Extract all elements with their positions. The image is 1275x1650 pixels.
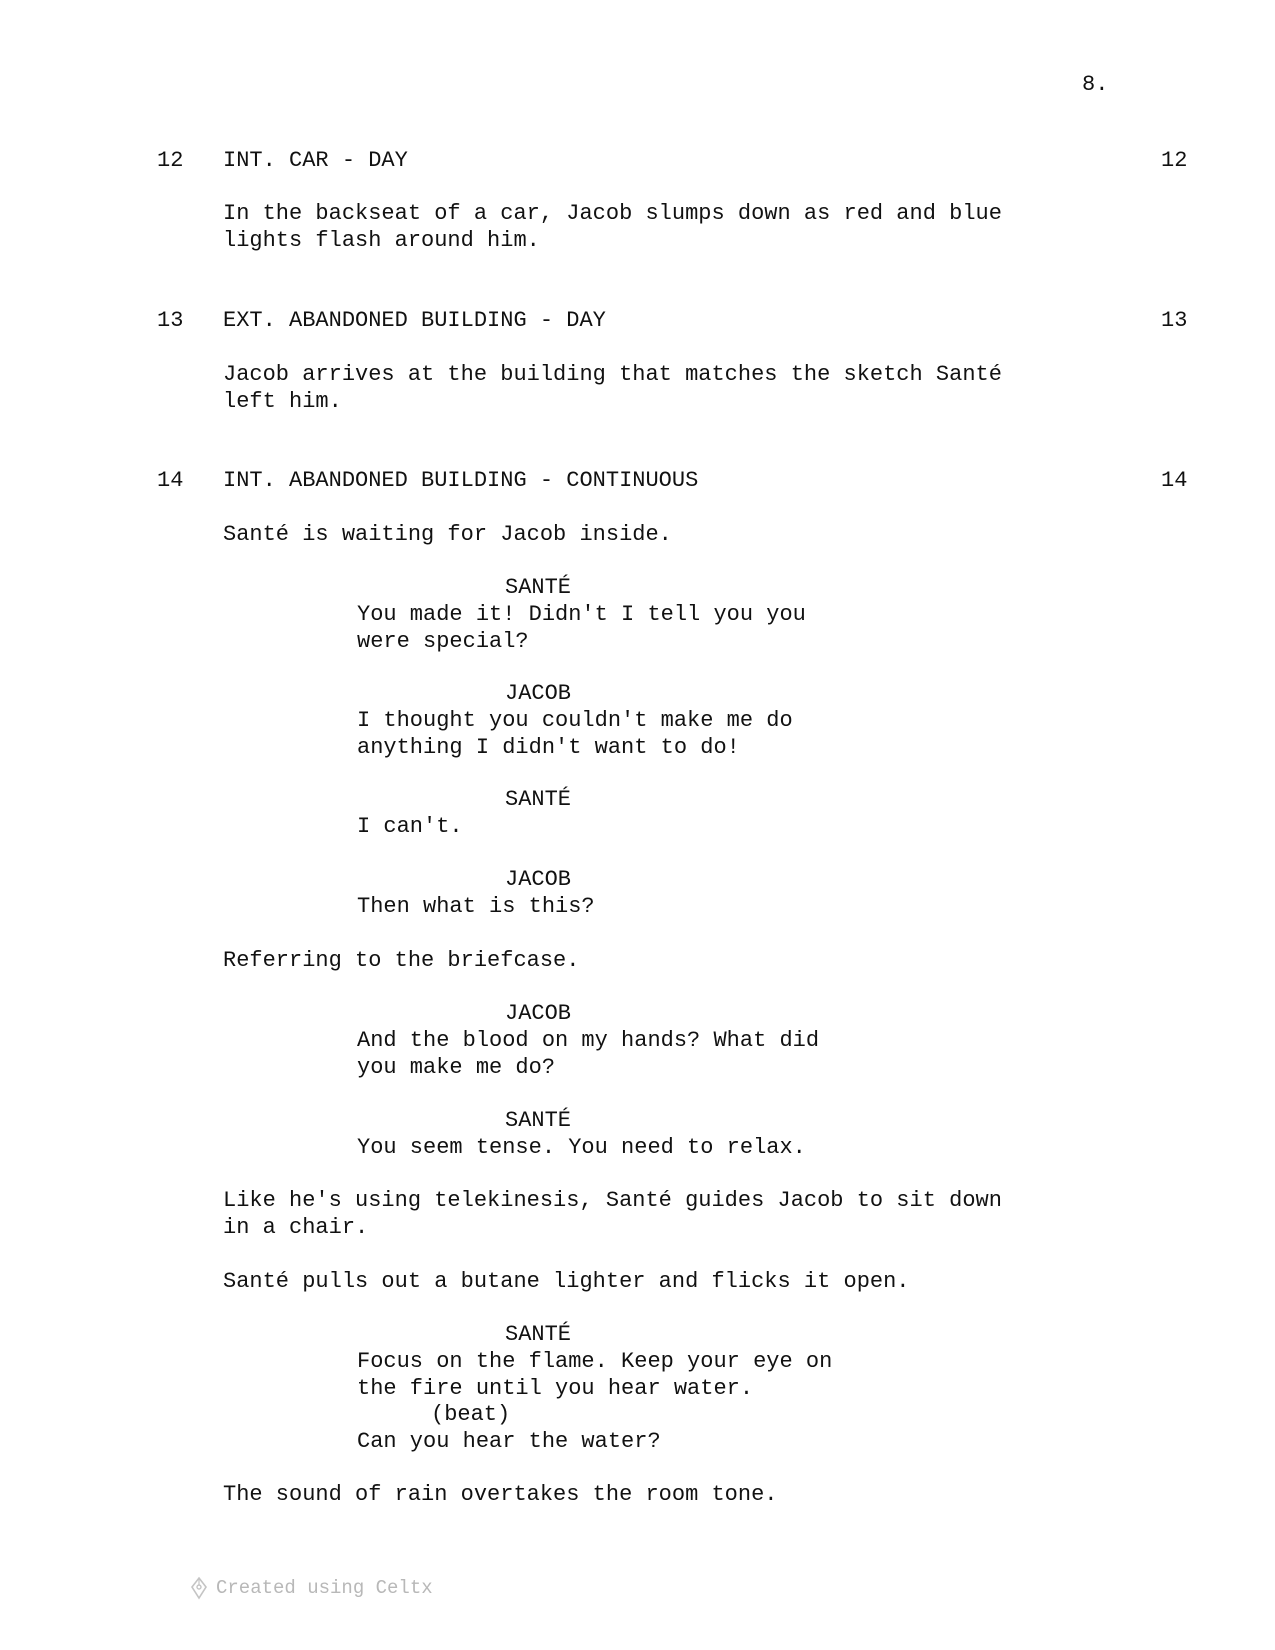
character-name: JACOB bbox=[505, 1001, 572, 1026]
dialogue-text: You seem tense. You need to relax. bbox=[357, 1135, 806, 1160]
character-name: SANTÉ bbox=[505, 787, 572, 812]
action-text: Santé pulls out a butane lighter and flicks it open. bbox=[223, 1269, 910, 1294]
dialogue-text: Focus on the flame. Keep your eye on the fire until you hear water. bbox=[357, 1349, 833, 1401]
dialogue-text: Can you hear the water? bbox=[357, 1429, 661, 1454]
scene-number-right: 14 bbox=[1161, 468, 1188, 493]
dialogue-text: I can't. bbox=[357, 814, 463, 839]
character-name: JACOB bbox=[505, 681, 572, 706]
scene-number-right: 13 bbox=[1161, 308, 1188, 333]
parenthetical: (beat) bbox=[431, 1402, 511, 1427]
scene-heading: INT. CAR - DAY bbox=[223, 148, 408, 173]
character-name: SANTÉ bbox=[505, 575, 572, 600]
scene-number-left: 14 bbox=[157, 468, 184, 493]
dialogue-text: You made it! Didn't I tell you you were special? bbox=[357, 602, 806, 654]
dialogue-text: And the blood on my hands? What did you make me do? bbox=[357, 1028, 820, 1080]
action-text: Jacob arrives at the building that matches the sketch Santé left him. bbox=[223, 362, 1002, 414]
action-text: In the backseat of a car, Jacob slumps down as red and blue lights flash around him. bbox=[223, 201, 1002, 253]
scene-heading: EXT. ABANDONED BUILDING - DAY bbox=[223, 308, 606, 333]
action-text: Like he's using telekinesis, Santé guides Jacob to sit down in a chair. bbox=[223, 1188, 1002, 1240]
page-number: 8. bbox=[1082, 72, 1109, 97]
character-name: JACOB bbox=[505, 867, 572, 892]
dialogue-text: I thought you couldn't make me do anything I didn't want to do! bbox=[357, 708, 793, 760]
scene-number-left: 12 bbox=[157, 148, 184, 173]
scene-number-right: 12 bbox=[1161, 148, 1188, 173]
footer-text: Created using Celtx bbox=[216, 1577, 433, 1599]
action-text: Referring to the briefcase. bbox=[223, 948, 580, 973]
character-name: SANTÉ bbox=[505, 1108, 572, 1133]
character-name: SANTÉ bbox=[505, 1322, 572, 1347]
action-text: The sound of rain overtakes the room tone. bbox=[223, 1482, 778, 1507]
scene-heading: INT. ABANDONED BUILDING - CONTINUOUS bbox=[223, 468, 699, 493]
scene-number-left: 13 bbox=[157, 308, 184, 333]
footer bbox=[190, 1575, 433, 1602]
celtx-pen-icon bbox=[190, 1576, 208, 1600]
action-text: Santé is waiting for Jacob inside. bbox=[223, 522, 672, 547]
dialogue-text: Then what is this? bbox=[357, 894, 595, 919]
